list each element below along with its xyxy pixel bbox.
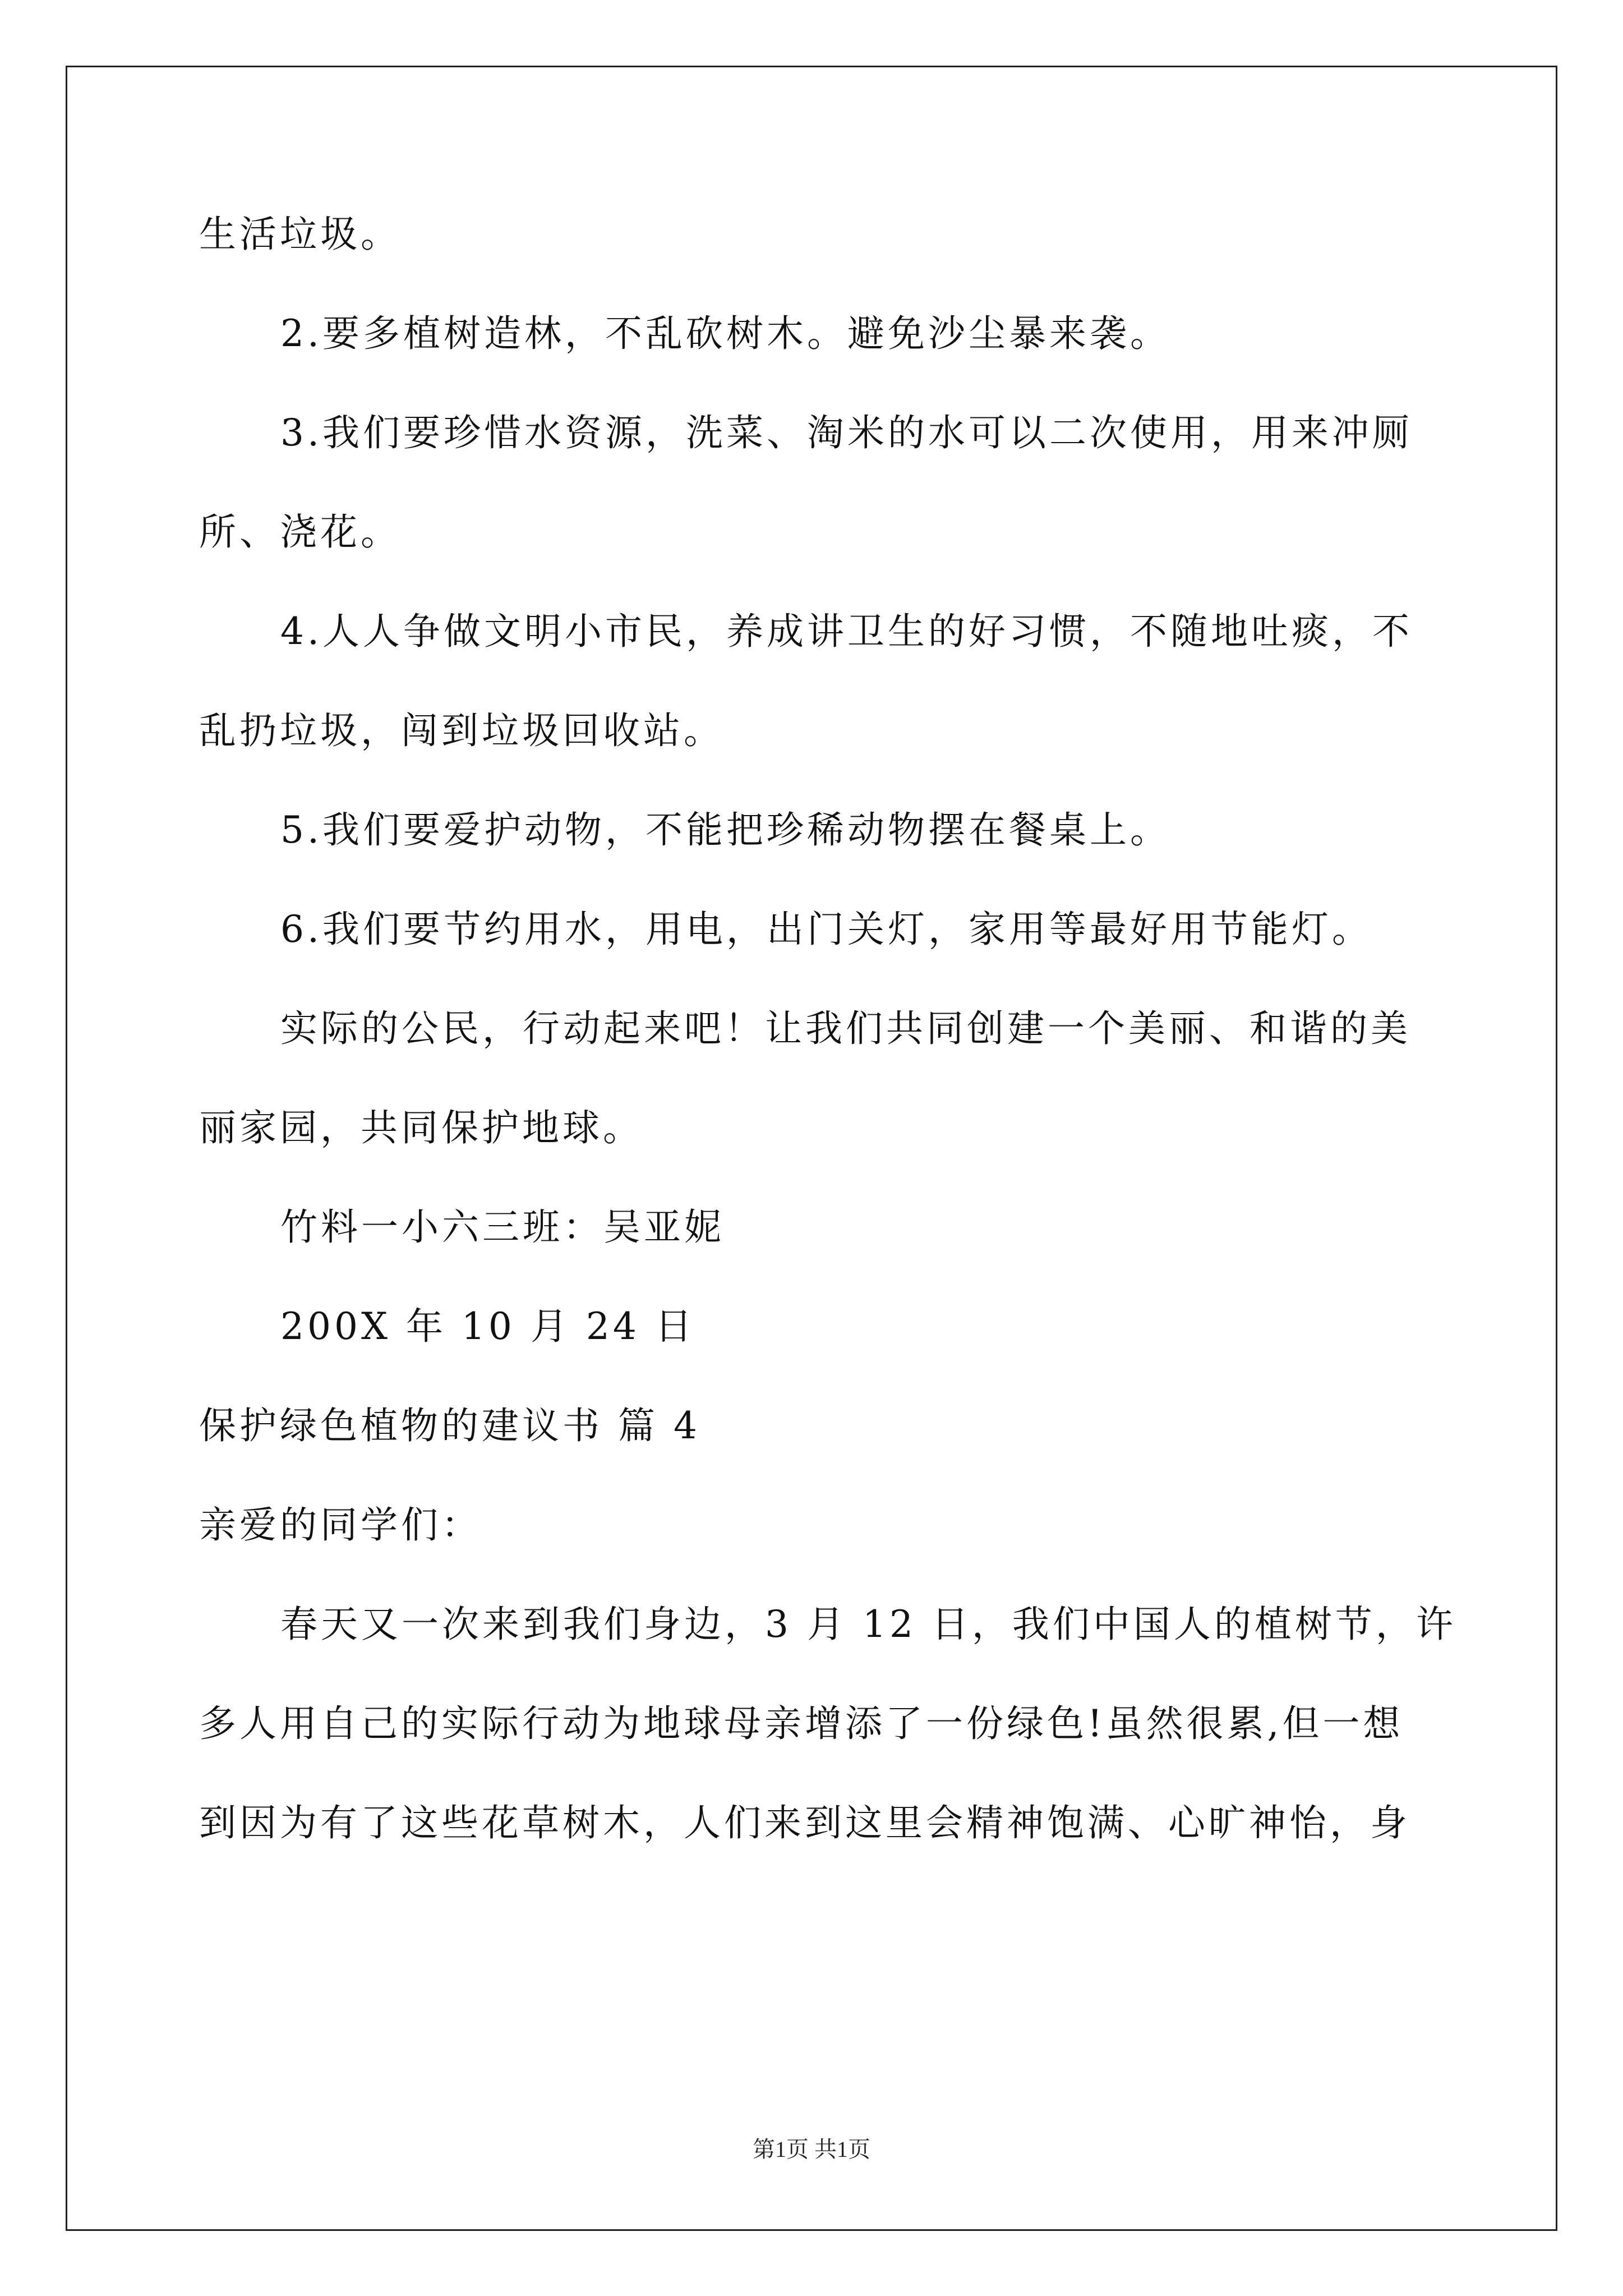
signature-line: 竹料一小六三班：吴亚妮 [280, 1205, 725, 1249]
body-line: 2.要多植树造林，不乱砍树木。避免沙尘暴来袭。 [280, 312, 1170, 355]
body-line: 4.人人争做文明小市民，养成讲卫生的好习惯，不随地吐痰，不 [280, 610, 1413, 653]
body-line: 丽家园，共同保护地球。 [199, 1106, 643, 1149]
body-line: 春天又一次来到我们身边，3 月 12 日，我们中国人的植树节，许 [280, 1603, 1456, 1646]
body-line: 所、浇花。 [199, 510, 401, 554]
document-body [199, 213, 1456, 1901]
body-line: 生活垃圾。 [199, 213, 401, 256]
body-line: 6.我们要节约用水，用电，出门关灯，家用等最好用节能灯。 [280, 908, 1372, 951]
salutation-line: 亲爱的同学们： [199, 1503, 482, 1547]
body-line: 乱扔垃圾，闯到垃圾回收站。 [199, 709, 724, 752]
date-line: 200X 年 10 月 24 日 [280, 1305, 695, 1348]
body-line: 实际的公民，行动起来吧！让我们共同创建一个美丽、和谐的美 [280, 1007, 1411, 1050]
body-line: 3.我们要珍惜水资源，洗菜、淘米的水可以二次使用，用来冲厕 [280, 411, 1413, 454]
body-line: 多人用自己的实际行动为地球母亲增添了一份绿色!虽然很累,但一想 [199, 1702, 1404, 1745]
section-heading: 保护绿色植物的建议书 篇 4 [199, 1404, 700, 1447]
body-line: 5.我们要爱护动物，不能把珍稀动物摆在餐桌上。 [280, 808, 1170, 852]
page-footer: 第1页 共1页 [753, 2137, 870, 2162]
body-line: 到因为有了这些花草树木，人们来到这里会精神饱满、心旷神怡，身 [199, 1801, 1410, 1844]
